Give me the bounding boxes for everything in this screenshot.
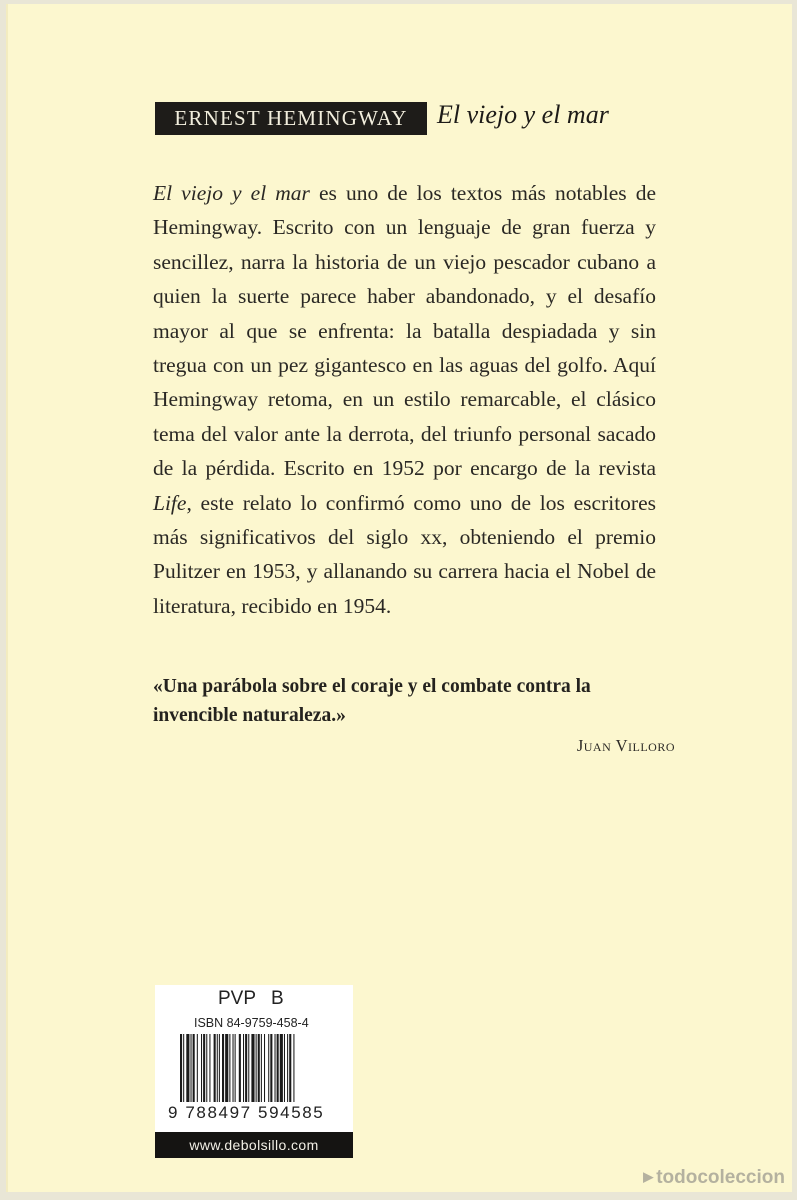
barcode-bar	[275, 1034, 276, 1102]
author-bar	[155, 102, 427, 135]
barcode-bar	[206, 1034, 207, 1102]
barcode-bar	[217, 1034, 218, 1102]
barcode-bar	[225, 1034, 228, 1102]
review-quote: «Una parábola sobre el coraje y el combate contra la invencible naturaleza.»	[153, 676, 591, 726]
synopsis-magazine: Life	[153, 490, 187, 515]
publisher-website	[155, 1132, 353, 1158]
barcode-bar	[180, 1034, 182, 1102]
barcode-bar	[251, 1034, 254, 1102]
barcode-bar	[261, 1034, 262, 1102]
watermark-icon: ▶	[643, 1169, 654, 1184]
barcode-bar	[197, 1034, 198, 1102]
barcode-bar	[280, 1034, 283, 1102]
book-title: El viejo y el mar	[437, 100, 609, 129]
barcode-bar	[258, 1034, 260, 1102]
barcode-bar	[264, 1034, 265, 1102]
barcode-digits: 9 788497 594585	[168, 1103, 325, 1122]
barcode-bar	[245, 1034, 247, 1102]
barcode-bar	[209, 1034, 210, 1102]
barcode-bar	[293, 1034, 294, 1102]
watermark	[643, 1167, 785, 1189]
barcode-bar	[222, 1034, 224, 1102]
author-name: ERNEST HEMINGWAY	[174, 106, 408, 130]
price-label: PVP B	[218, 988, 284, 1009]
barcode-bar	[186, 1034, 189, 1102]
synopsis	[153, 176, 656, 623]
synopsis-text-2: , este relato lo confirmó como uno de los escritores más significativos del siglo xx, obteniendo el premio Pulitzer en 1953, y allanando su carrera hacia el Nobel de literatura, recibido en 1954.	[153, 490, 656, 618]
barcode-bar	[287, 1034, 288, 1102]
barcode-bar	[203, 1034, 205, 1102]
synopsis-title: El viejo y el mar	[153, 181, 310, 205]
barcode-bar	[256, 1034, 257, 1102]
barcode-bar	[243, 1034, 244, 1102]
synopsis-text-1: es uno de los textos más notables de Hemingway. Escrito con un lenguaje de gran fuerza y sencillez, narra la historia de un viejo pescador cubano a quien la suerte parece haber abandonado, y el desafío mayor al que se enfrenta: la batalla despiadada y sin tregua con un pez gigantesco en las aguas del golfo. Aquí Hemingway retoma, en un estilo remarcable, el clásico tema del valor ante la derrota, del triunfo personal sacado de la pérdida. Escrito en 1952 por encargo de la revista	[153, 181, 656, 481]
barcode-bar	[248, 1034, 249, 1102]
watermark-text: todocoleccion	[656, 1167, 785, 1188]
barcode-bar	[235, 1034, 236, 1102]
barcode-bar	[229, 1034, 230, 1102]
barcode-bar	[270, 1034, 272, 1102]
barcode-bar	[239, 1034, 241, 1102]
isbn-number: ISBN 84-9759-458-4	[194, 1016, 309, 1030]
quote-author: Juan Villoro	[576, 736, 675, 755]
barcode-bar	[191, 1034, 192, 1102]
barcode-bar	[183, 1034, 184, 1102]
website-url: www.debolsillo.com	[189, 1137, 319, 1153]
barcode-bar	[201, 1034, 202, 1102]
barcode-bar	[219, 1034, 220, 1102]
barcode-bar	[193, 1034, 195, 1102]
barcode-bar	[214, 1034, 216, 1102]
barcode-bar	[233, 1034, 234, 1102]
barcode-bar	[277, 1034, 279, 1102]
barcode-image	[178, 1034, 336, 1104]
barcode-bar	[284, 1034, 285, 1102]
barcode-bar	[268, 1034, 269, 1102]
barcode-bar	[289, 1034, 291, 1102]
